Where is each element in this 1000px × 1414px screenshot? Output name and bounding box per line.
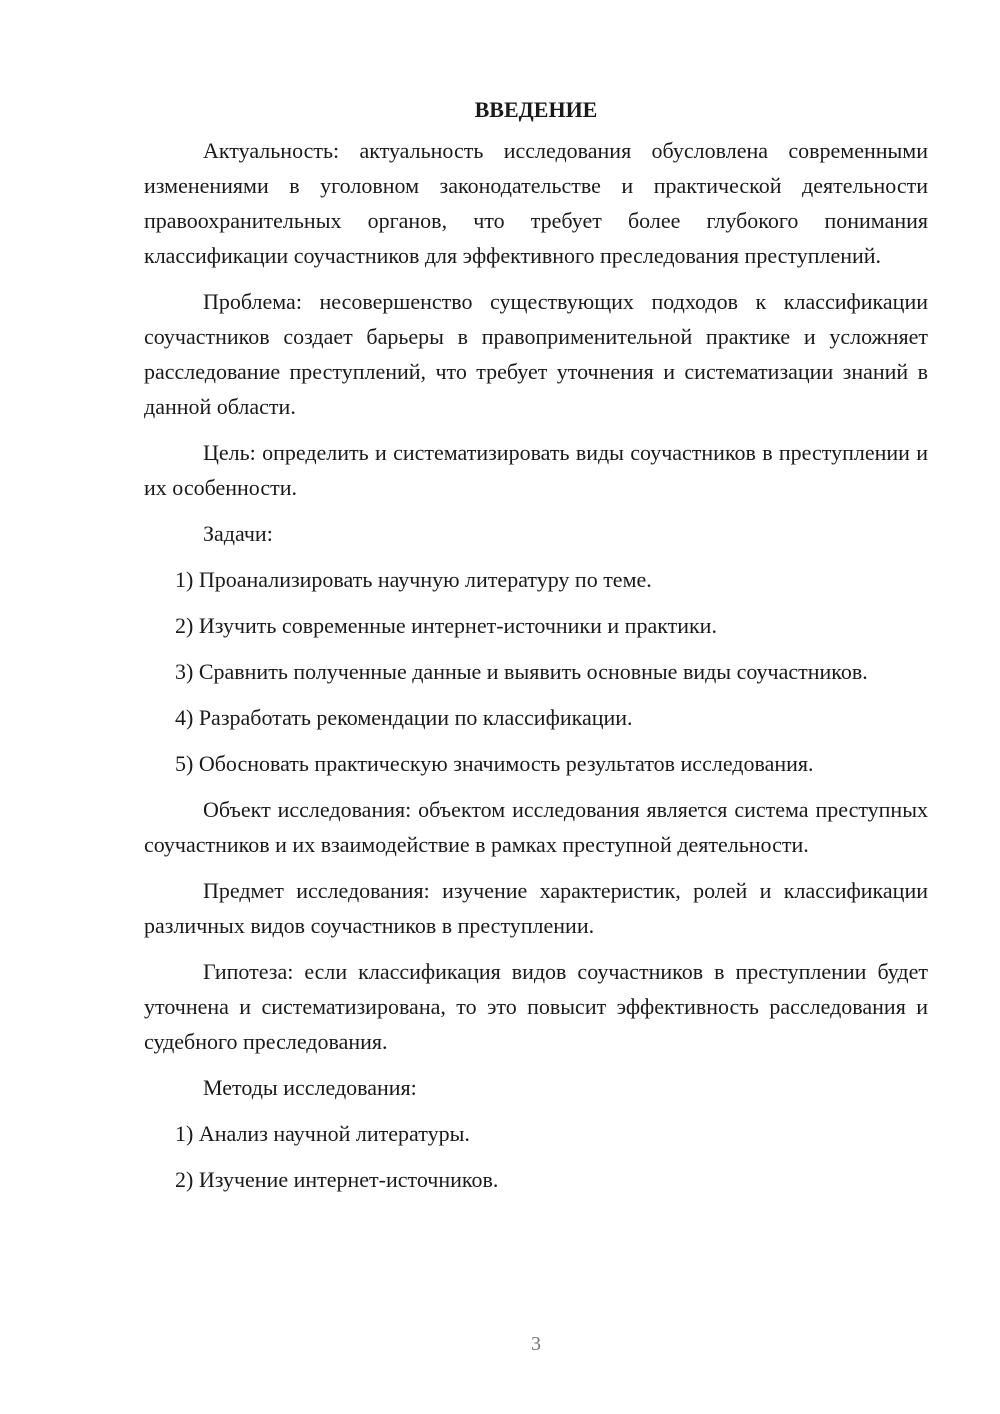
list-item-task-4: 4) Разработать рекомендации по классификации. [175, 705, 633, 730]
paragraph-relevance: Актуальность: актуальность исследования обусловлена современными изменениями в уголовном законодательстве и практической деятельности правоохранительных органов, что требует более глубокого понимания классификации соучастников для эффективного преследования преступлений. [144, 138, 928, 268]
paragraph-object: Объект исследования: объектом исследования является система преступных соучастников и их взаимодействие в рамках преступной деятельности. [144, 797, 928, 857]
list-item-task-3: 3) Сравнить полученные данные и выявить основные виды соучастников. [175, 659, 868, 684]
page-content [144, 92, 928, 1208]
list-item-method-2: 2) Изучение интернет-источников. [175, 1167, 499, 1192]
list-item-task-1: 1) Проанализировать научную литературу по теме. [175, 567, 652, 592]
page-number: 3 [531, 1333, 541, 1355]
list-item-method-1: 1) Анализ научной литературы. [175, 1121, 470, 1146]
paragraph-hypothesis: Гипотеза: если классификация видов соучастников в преступлении будет уточнена и систематизирована, то это повысит эффективность расследования и судебного преследования. [144, 959, 928, 1054]
list-item-task-5: 5) Обосновать практическую значимость результатов исследования. [175, 751, 814, 776]
paragraph-goal: Цель: определить и систематизировать виды соучастников в преступлении и их особенности. [144, 440, 928, 500]
tasks-heading: Задачи: [203, 521, 273, 546]
section-title: ВВЕДЕНИЕ [474, 97, 598, 122]
list-item-task-2: 2) Изучить современные интернет-источники и практики. [175, 613, 717, 638]
paragraph-problem: Проблема: несовершенство существующих подходов к классификации соучастников создает барьеры в правоприменительной практике и усложняет расследование преступлений, что требует уточнения и систематизации знаний в данной области. [144, 289, 928, 419]
paragraph-subject: Предмет исследования: изучение характеристик, ролей и классификации различных видов соучастников в преступлении. [144, 878, 928, 938]
methods-heading: Методы исследования: [203, 1075, 417, 1100]
